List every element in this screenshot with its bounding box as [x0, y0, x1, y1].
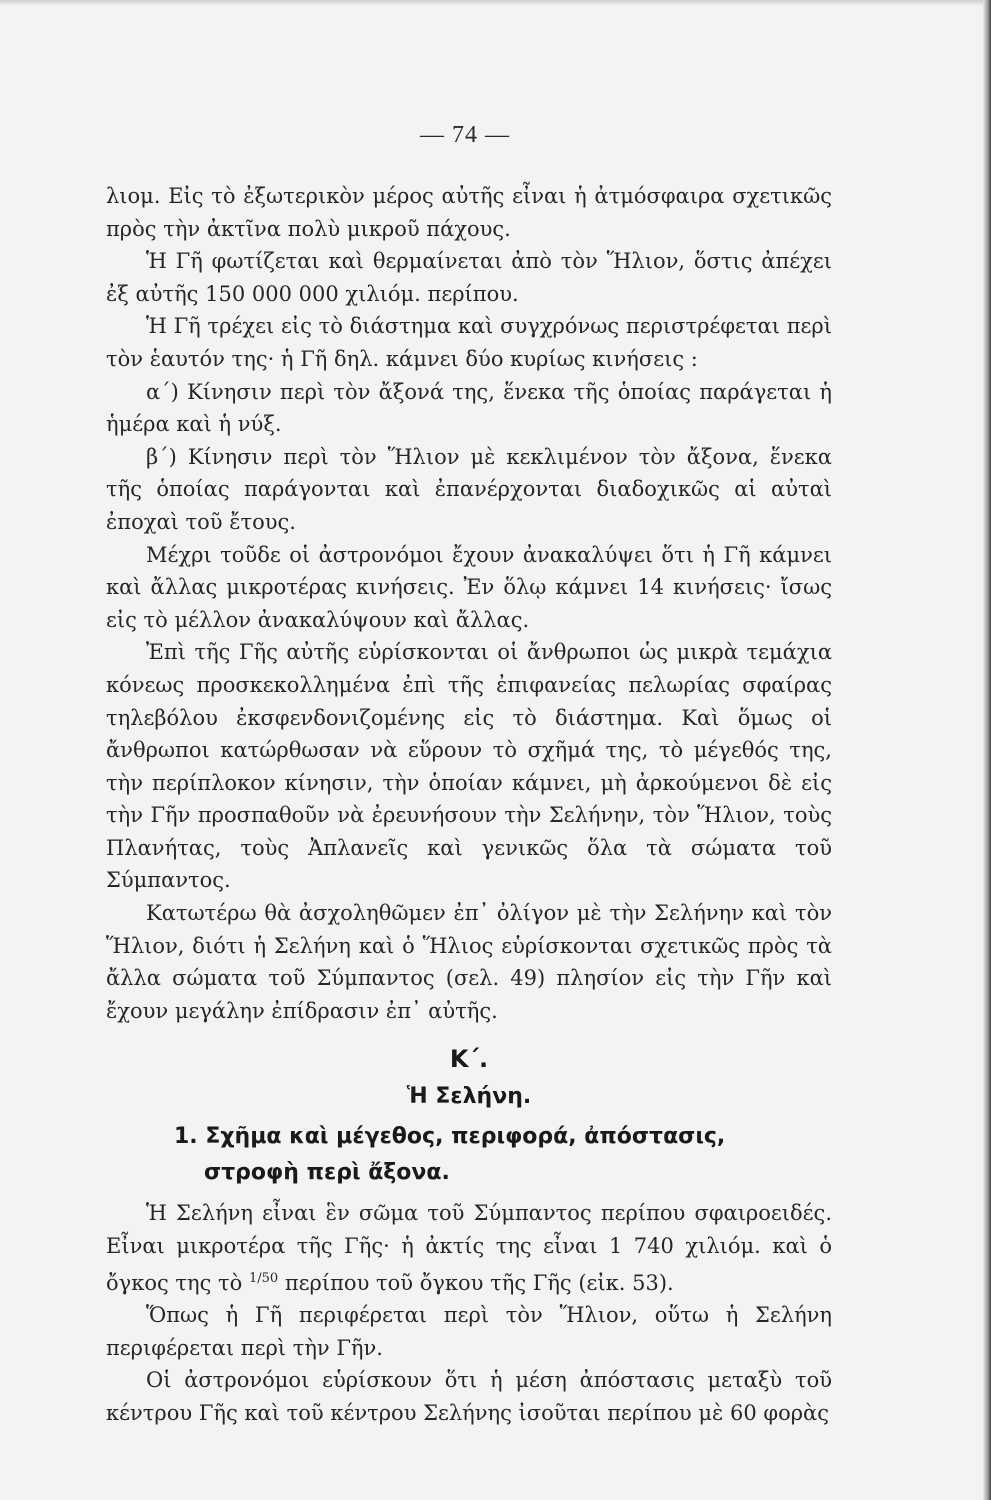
- section-title: Ἡ Σελήνη.: [406, 1084, 532, 1110]
- paragraph-other-motions: Μέχρι τοῦδε οἱ ἀστρονόμοι ἔχουν ἀνακαλύψει ὅτι ἡ Γῆ κάμνει καὶ ἄλλας μικροτέρας κινήσεις. Ἐν ὅλῳ κάμνει 14 κινήσεις· ἴσως εἰς τὸ μέλλον ἀνακαλύψουν καὶ ἄλλας.: [106, 542, 832, 632]
- page-body: [106, 180, 832, 1430]
- moon-shape-text-a: Ἡ Σελήνη εἶναι ἓν σῶμα τοῦ Σύμπαντος περίπου σφαιροειδές. Εἶναι μικροτέρα τῆς Γῆς· ἡ ἀκτίς της εἶναι 1 740 χιλιόμ. καὶ ὁ ὄγκος της τὸ: [106, 1201, 832, 1295]
- scan-top-shadow: [0, 0, 991, 6]
- page-number: — 74 —: [420, 122, 510, 148]
- paragraph-humans: Ἐπὶ τῆς Γῆς αὐτῆς εὑρίσκονται οἱ ἄνθρωποι ὡς μικρὰ τεμάχια κόνεως προσκεκολλημένα ἐπὶ τῆς ἐπιφανείας πελωρίας σφαίρας τηλεβόλου ἐκσφενδονιζομένης εἰς τὸ διάστημα. Καὶ ὅμως οἱ ἄνθρωποι κατώρθωσαν νὰ εὕρουν τὸ σχῆμά της, τὸ μέγεθός της, τὴν περίπλοκον κίνησιν, τὴν ὁποίαν κάμνει, μὴ ἀρκούμενοι δὲ εἰς τὴν Γῆν προσπαθοῦν νὰ ἐρευνήσουν τὴν Σελήνην, τὸν Ἥλιον, τοὺς Πλανήτας, τοὺς Ἀπλανεῖς καὶ γενικῶς ὅλα τὰ σώματα τοῦ Σύμπαντος.: [106, 640, 832, 893]
- paragraph-moon-distance: Οἱ ἀστρονόμοι εὑρίσκουν ὅτι ἡ μέση ἀπόστασις μεταξὺ τοῦ κέντρου Γῆς καὶ τοῦ κέντρου Σελήνης ἰσοῦται περίπου μὲ 60 φορὰς: [106, 1368, 832, 1425]
- volume-fraction: 1/50: [248, 1270, 279, 1286]
- scan-right-edge: [983, 0, 991, 1500]
- paragraph-moon-sun-intro: Κατωτέρω θὰ ἀσχοληθῶμεν ἐπ᾽ ὀλίγον μὲ τὴν Σελήνην καὶ τὸν Ἥλιον, διότι ἡ Σελήνη καὶ ὁ Ἥλιος εὑρίσκονται σχετικῶς πρὸς τὰ ἄλλα σώματα τοῦ Σύμπαντος (σελ. 49) πλησίον εἰς τὴν Γῆν καὶ ἔχουν μεγάλην ἐπίδρασιν ἐπ᾽ αὐτῆς.: [106, 901, 832, 1023]
- subsection-title: [106, 1119, 832, 1191]
- paragraph-earth-motions: Ἡ Γῆ τρέχει εἰς τὸ διάστημα καὶ συγχρόνως περιστρέφεται περὶ τὸν ἑαυτόν της· ἡ Γῆ δηλ. κάμνει δύο κυρίως κινήσεις :: [106, 314, 832, 371]
- subsection-title-line2: στροφὴ περὶ ἄξονα.: [204, 1160, 450, 1186]
- paragraph-motion-a: α΄) Κίνησιν περὶ τὸν ἄξονά της, ἕνεκα τῆς ὁποίας παράγεται ἡ ἡμέρα καὶ ἡ νύξ.: [106, 379, 832, 437]
- section-letter: Κ΄.: [449, 1045, 489, 1074]
- subsection-title-line1: 1. Σχῆμα καὶ μέγεθος, περιφορά, ἀπόστασις,: [174, 1124, 726, 1150]
- paragraph-sun-distance: Ἡ Γῆ φωτίζεται καὶ θερμαίνεται ἀπὸ τὸν Ἥλιον, ὅστις ἀπέχει ἐξ αὐτῆς 150 000 000 χιλιόμ. περίπου.: [106, 249, 832, 306]
- paragraph-moon-orbit: Ὅπως ἡ Γῆ περιφέρεται περὶ τὸν Ἥλιον, οὕτω ἡ Σελήνη περιφέρεται περὶ τὴν Γῆν.: [106, 1303, 832, 1360]
- moon-shape-text-b: περίπου τοῦ ὄγκου τῆς Γῆς (εἰκ. 53).: [278, 1270, 674, 1295]
- paragraph-motion-b: β΄) Κίνησιν περὶ τὸν Ἥλιον μὲ κεκλιμένον τὸν ἄξονα, ἕνεκα τῆς ὁποίας παράγονται καὶ ἐπανέρχονται διαδοχικῶς αἱ αὐταὶ ἐποχαὶ τοῦ ἔτους.: [106, 444, 832, 534]
- paragraph-moon-shape: [106, 1197, 832, 1299]
- paragraph-continuation: λιομ. Εἰς τὸ ἐξωτερικὸν μέρος αὐτῆς εἶναι ἡ ἀτμόσφαιρα σχετικῶς πρὸς τὴν ἀκτῖνα πολὺ μικροῦ πάχους.: [106, 184, 832, 241]
